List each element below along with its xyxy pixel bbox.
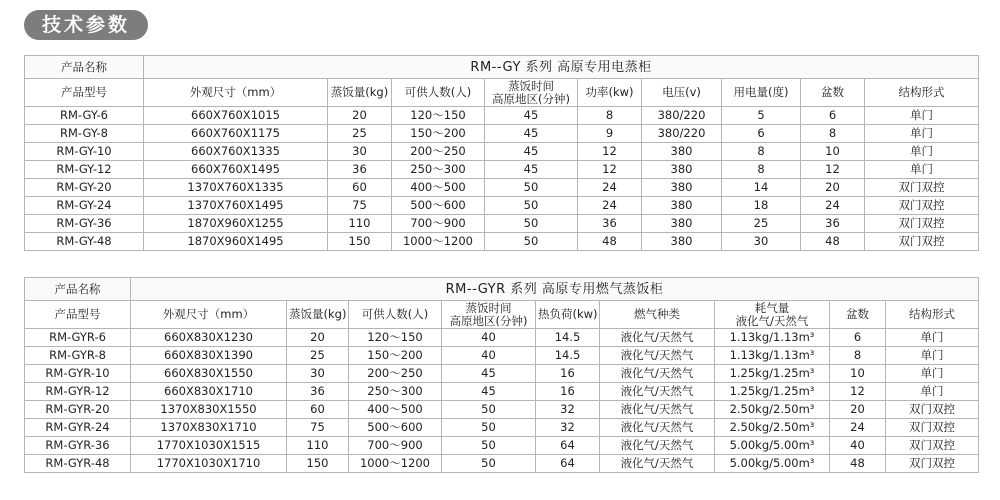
table-cell: 380/220 bbox=[642, 107, 722, 125]
table-cell: 120～150 bbox=[392, 107, 485, 125]
table-cell: 20 bbox=[801, 179, 865, 197]
table-cell: 110 bbox=[287, 437, 349, 455]
table-cell: 18 bbox=[722, 197, 801, 215]
table-cell: 45 bbox=[485, 107, 578, 125]
table-cell: 64 bbox=[536, 437, 600, 455]
table-cell: 500～600 bbox=[349, 419, 442, 437]
table-cell: 1.25kg/1.25m³ bbox=[715, 383, 830, 401]
table-cell: 75 bbox=[287, 419, 349, 437]
table-cell: 20 bbox=[287, 329, 349, 347]
header-cell: 盆数 bbox=[830, 301, 886, 329]
header-cell: 蒸饭量(kg) bbox=[287, 301, 349, 329]
table-cell: 30 bbox=[287, 365, 349, 383]
header-cell: 蒸饭量(kg) bbox=[328, 79, 392, 107]
table-cell: 12 bbox=[830, 383, 886, 401]
model-cell: RM-GYR-24 bbox=[25, 419, 131, 437]
table-header-row bbox=[25, 79, 979, 107]
table-row bbox=[25, 383, 979, 401]
table-cell: 50 bbox=[485, 197, 578, 215]
table-cell: 36 bbox=[801, 215, 865, 233]
table-cell: 14.5 bbox=[536, 347, 600, 365]
table-cell: 700～900 bbox=[349, 437, 442, 455]
table-cell: 液化气/天然气 bbox=[600, 383, 715, 401]
table-cell: 单门 bbox=[865, 107, 979, 125]
table-body bbox=[25, 329, 979, 473]
table-cell: 660X830X1230 bbox=[131, 329, 287, 347]
table-cell: 250～300 bbox=[349, 383, 442, 401]
table-row bbox=[25, 233, 979, 251]
header-cell: 结构形式 bbox=[886, 301, 979, 329]
table-cell: 1370X830X1550 bbox=[131, 401, 287, 419]
header-cell: 盆数 bbox=[801, 79, 865, 107]
table-row bbox=[25, 143, 979, 161]
header-cell: 产品型号 bbox=[25, 79, 144, 107]
table-row bbox=[25, 419, 979, 437]
header-cell: 外观尺寸（mm） bbox=[131, 301, 287, 329]
table-cell: 双门双控 bbox=[886, 401, 979, 419]
header-cell bbox=[485, 79, 578, 107]
table-cell: 45 bbox=[485, 143, 578, 161]
model-cell: RM-GY-6 bbox=[25, 107, 144, 125]
header-line: 耗气量 bbox=[754, 300, 790, 315]
model-cell: RM-GY-24 bbox=[25, 197, 144, 215]
table-cell: 32 bbox=[536, 401, 600, 419]
table-cell: 40 bbox=[830, 437, 886, 455]
table-cell: 24 bbox=[578, 197, 642, 215]
table-cell: 9 bbox=[578, 125, 642, 143]
model-cell: RM-GYR-12 bbox=[25, 383, 131, 401]
table-cell: 25 bbox=[722, 215, 801, 233]
header-cell: 结构形式 bbox=[865, 79, 979, 107]
table-cell: 380 bbox=[642, 161, 722, 179]
table-cell: 150～200 bbox=[392, 125, 485, 143]
table-cell: 200～250 bbox=[349, 365, 442, 383]
table-cell: 660X760X1175 bbox=[144, 125, 328, 143]
table-cell: 1000～1200 bbox=[349, 455, 442, 473]
header-cell: 可供人数(人) bbox=[349, 301, 442, 329]
table-cell: 32 bbox=[536, 419, 600, 437]
table-cell: 16 bbox=[536, 383, 600, 401]
table-body bbox=[25, 107, 979, 251]
table-cell: 48 bbox=[578, 233, 642, 251]
table-cell: 50 bbox=[442, 437, 536, 455]
table-row bbox=[25, 401, 979, 419]
table-cell: 液化气/天然气 bbox=[600, 419, 715, 437]
table-cell: 双门双控 bbox=[886, 437, 979, 455]
table-cell: 250～300 bbox=[392, 161, 485, 179]
table-cell: 1370X830X1710 bbox=[131, 419, 287, 437]
table-cell: 1770X1030X1515 bbox=[131, 437, 287, 455]
table-cell: 6 bbox=[722, 125, 801, 143]
table-cell: 30 bbox=[328, 143, 392, 161]
table-cell: 60 bbox=[328, 179, 392, 197]
model-cell: RM-GY-12 bbox=[25, 161, 144, 179]
table-cell: 双门双控 bbox=[865, 197, 979, 215]
header-cell: 产品型号 bbox=[25, 301, 131, 329]
table-row bbox=[25, 125, 979, 143]
table-cell: 14 bbox=[722, 179, 801, 197]
table-cell: 单门 bbox=[886, 365, 979, 383]
header-cell: 可供人数(人) bbox=[392, 79, 485, 107]
table-cell: 36 bbox=[287, 383, 349, 401]
table-cell: 双门双控 bbox=[865, 179, 979, 197]
table-cell: 液化气/天然气 bbox=[600, 329, 715, 347]
table-cell: 液化气/天然气 bbox=[600, 365, 715, 383]
table-row bbox=[25, 347, 979, 365]
table-cell: 380 bbox=[642, 179, 722, 197]
table-cell: 380 bbox=[642, 143, 722, 161]
table-cell: 液化气/天然气 bbox=[600, 347, 715, 365]
table-cell: 液化气/天然气 bbox=[600, 437, 715, 455]
table-cell: 50 bbox=[442, 401, 536, 419]
table-cell: 8 bbox=[801, 125, 865, 143]
table-cell: 12 bbox=[578, 161, 642, 179]
table-cell: 液化气/天然气 bbox=[600, 455, 715, 473]
table-cell: 24 bbox=[801, 197, 865, 215]
table-cell: 380/220 bbox=[642, 125, 722, 143]
table-cell: 45 bbox=[485, 161, 578, 179]
model-cell: RM-GYR-36 bbox=[25, 437, 131, 455]
table-cell: 10 bbox=[830, 365, 886, 383]
section-title-badge: 技术参数 bbox=[24, 10, 148, 40]
table-row bbox=[25, 329, 979, 347]
table-cell: 40 bbox=[442, 329, 536, 347]
table-cell: 5.00kg/5.00m³ bbox=[715, 455, 830, 473]
header-cell bbox=[715, 301, 830, 329]
table-cell: 6 bbox=[801, 107, 865, 125]
table-cell: 50 bbox=[442, 455, 536, 473]
model-cell: RM-GY-8 bbox=[25, 125, 144, 143]
table-cell: 1.13kg/1.13m³ bbox=[715, 329, 830, 347]
model-cell: RM-GY-36 bbox=[25, 215, 144, 233]
table-cell: 5 bbox=[722, 107, 801, 125]
table-cell: 660X760X1335 bbox=[144, 143, 328, 161]
table-cell: 5.00kg/5.00m³ bbox=[715, 437, 830, 455]
table-cell: 单门 bbox=[865, 161, 979, 179]
table-cell: 12 bbox=[578, 143, 642, 161]
series-title: RM--GYR 系列 高原专用燃气蒸饭柜 bbox=[131, 278, 979, 301]
gas-steamer-spec-table bbox=[24, 277, 979, 473]
table-row bbox=[25, 161, 979, 179]
table-cell: 150 bbox=[287, 455, 349, 473]
table-row bbox=[25, 197, 979, 215]
table-cell: 8 bbox=[578, 107, 642, 125]
table-cell: 380 bbox=[642, 215, 722, 233]
table-cell: 1870X960X1495 bbox=[144, 233, 328, 251]
header-line: 高原地区(分钟) bbox=[449, 313, 528, 328]
table-cell: 400～500 bbox=[392, 179, 485, 197]
table-cell: 48 bbox=[830, 455, 886, 473]
table-cell: 16 bbox=[536, 365, 600, 383]
table-cell: 单门 bbox=[886, 329, 979, 347]
table-header-row bbox=[25, 301, 979, 329]
table-cell: 14.5 bbox=[536, 329, 600, 347]
header-cell: 外观尺寸（mm） bbox=[144, 79, 328, 107]
table-cell: 380 bbox=[642, 197, 722, 215]
table-cell: 单门 bbox=[865, 125, 979, 143]
table-cell: 1870X960X1255 bbox=[144, 215, 328, 233]
model-cell: RM-GYR-8 bbox=[25, 347, 131, 365]
table-cell: 24 bbox=[830, 419, 886, 437]
table-cell: 380 bbox=[642, 233, 722, 251]
table-cell: 660X830X1390 bbox=[131, 347, 287, 365]
table-row bbox=[25, 365, 979, 383]
header-line: 蒸饭时间 bbox=[508, 78, 554, 93]
table-cell: 6 bbox=[830, 329, 886, 347]
table-cell: 双门双控 bbox=[865, 215, 979, 233]
table-cell: 单门 bbox=[886, 347, 979, 365]
model-cell: RM-GY-48 bbox=[25, 233, 144, 251]
table-row bbox=[25, 455, 979, 473]
table-cell: 660X830X1550 bbox=[131, 365, 287, 383]
header-cell: 电压(v) bbox=[642, 79, 722, 107]
table-cell: 500～600 bbox=[392, 197, 485, 215]
table-cell: 25 bbox=[287, 347, 349, 365]
table-cell: 25 bbox=[328, 125, 392, 143]
table-cell: 双门双控 bbox=[886, 419, 979, 437]
table-cell: 1.13kg/1.13m³ bbox=[715, 347, 830, 365]
table-cell: 50 bbox=[485, 233, 578, 251]
header-cell bbox=[442, 301, 536, 329]
model-cell: RM-GY-20 bbox=[25, 179, 144, 197]
header-line: 蒸饭时间 bbox=[465, 300, 512, 315]
model-cell: RM-GYR-10 bbox=[25, 365, 131, 383]
model-cell: RM-GYR-6 bbox=[25, 329, 131, 347]
table-cell: 60 bbox=[287, 401, 349, 419]
table-cell: 120～150 bbox=[349, 329, 442, 347]
table-cell: 2.50kg/2.50m³ bbox=[715, 401, 830, 419]
table-cell: 150 bbox=[328, 233, 392, 251]
header-cell: 功率(kw) bbox=[578, 79, 642, 107]
table-cell: 45 bbox=[442, 383, 536, 401]
electric-steamer-spec-table bbox=[24, 55, 979, 251]
table-title-row bbox=[25, 56, 979, 79]
table-cell: 30 bbox=[722, 233, 801, 251]
model-cell: RM-GYR-48 bbox=[25, 455, 131, 473]
table-cell: 700～900 bbox=[392, 215, 485, 233]
table-cell: 40 bbox=[442, 347, 536, 365]
table-cell: 1.25kg/1.25m³ bbox=[715, 365, 830, 383]
table-cell: 单门 bbox=[865, 143, 979, 161]
table-cell: 45 bbox=[442, 365, 536, 383]
table-cell: 8 bbox=[722, 161, 801, 179]
header-line: 液化气/天然气 bbox=[735, 313, 809, 328]
table-cell: 20 bbox=[328, 107, 392, 125]
product-name-label: 产品名称 bbox=[25, 278, 131, 301]
table-cell: 2.50kg/2.50m³ bbox=[715, 419, 830, 437]
table-cell: 1770X1030X1710 bbox=[131, 455, 287, 473]
header-cell: 用电量(度) bbox=[722, 79, 801, 107]
table-cell: 1000～1200 bbox=[392, 233, 485, 251]
table-title-row bbox=[25, 278, 979, 301]
table-cell: 660X760X1015 bbox=[144, 107, 328, 125]
table-cell: 20 bbox=[830, 401, 886, 419]
table-cell: 24 bbox=[578, 179, 642, 197]
table-cell: 液化气/天然气 bbox=[600, 401, 715, 419]
table-row bbox=[25, 107, 979, 125]
table-cell: 50 bbox=[442, 419, 536, 437]
table-cell: 1370X760X1495 bbox=[144, 197, 328, 215]
table-cell: 400～500 bbox=[349, 401, 442, 419]
table-cell: 10 bbox=[801, 143, 865, 161]
table-row bbox=[25, 179, 979, 197]
table-cell: 36 bbox=[578, 215, 642, 233]
table-cell: 75 bbox=[328, 197, 392, 215]
product-name-label: 产品名称 bbox=[25, 56, 144, 79]
table-cell: 50 bbox=[485, 179, 578, 197]
series-title: RM--GY 系列 高原专用电蒸柜 bbox=[144, 56, 979, 79]
table-cell: 50 bbox=[485, 215, 578, 233]
table-cell: 8 bbox=[830, 347, 886, 365]
table-cell: 200～250 bbox=[392, 143, 485, 161]
table-cell: 660X830X1710 bbox=[131, 383, 287, 401]
table-cell: 64 bbox=[536, 455, 600, 473]
table-cell: 45 bbox=[485, 125, 578, 143]
model-cell: RM-GY-10 bbox=[25, 143, 144, 161]
header-cell: 热负荷(kw) bbox=[536, 301, 600, 329]
table-cell: 36 bbox=[328, 161, 392, 179]
table-cell: 双门双控 bbox=[865, 233, 979, 251]
table-cell: 150～200 bbox=[349, 347, 442, 365]
table-cell: 8 bbox=[722, 143, 801, 161]
table-cell: 48 bbox=[801, 233, 865, 251]
table-row bbox=[25, 437, 979, 455]
header-line: 高原地区(分钟) bbox=[492, 91, 570, 106]
model-cell: RM-GYR-20 bbox=[25, 401, 131, 419]
header-cell: 燃气种类 bbox=[600, 301, 715, 329]
table-row bbox=[25, 215, 979, 233]
table-cell: 660X760X1495 bbox=[144, 161, 328, 179]
table-cell: 110 bbox=[328, 215, 392, 233]
table-cell: 单门 bbox=[886, 383, 979, 401]
table-cell: 12 bbox=[801, 161, 865, 179]
table-cell: 双门双控 bbox=[886, 455, 979, 473]
table-cell: 1370X760X1335 bbox=[144, 179, 328, 197]
